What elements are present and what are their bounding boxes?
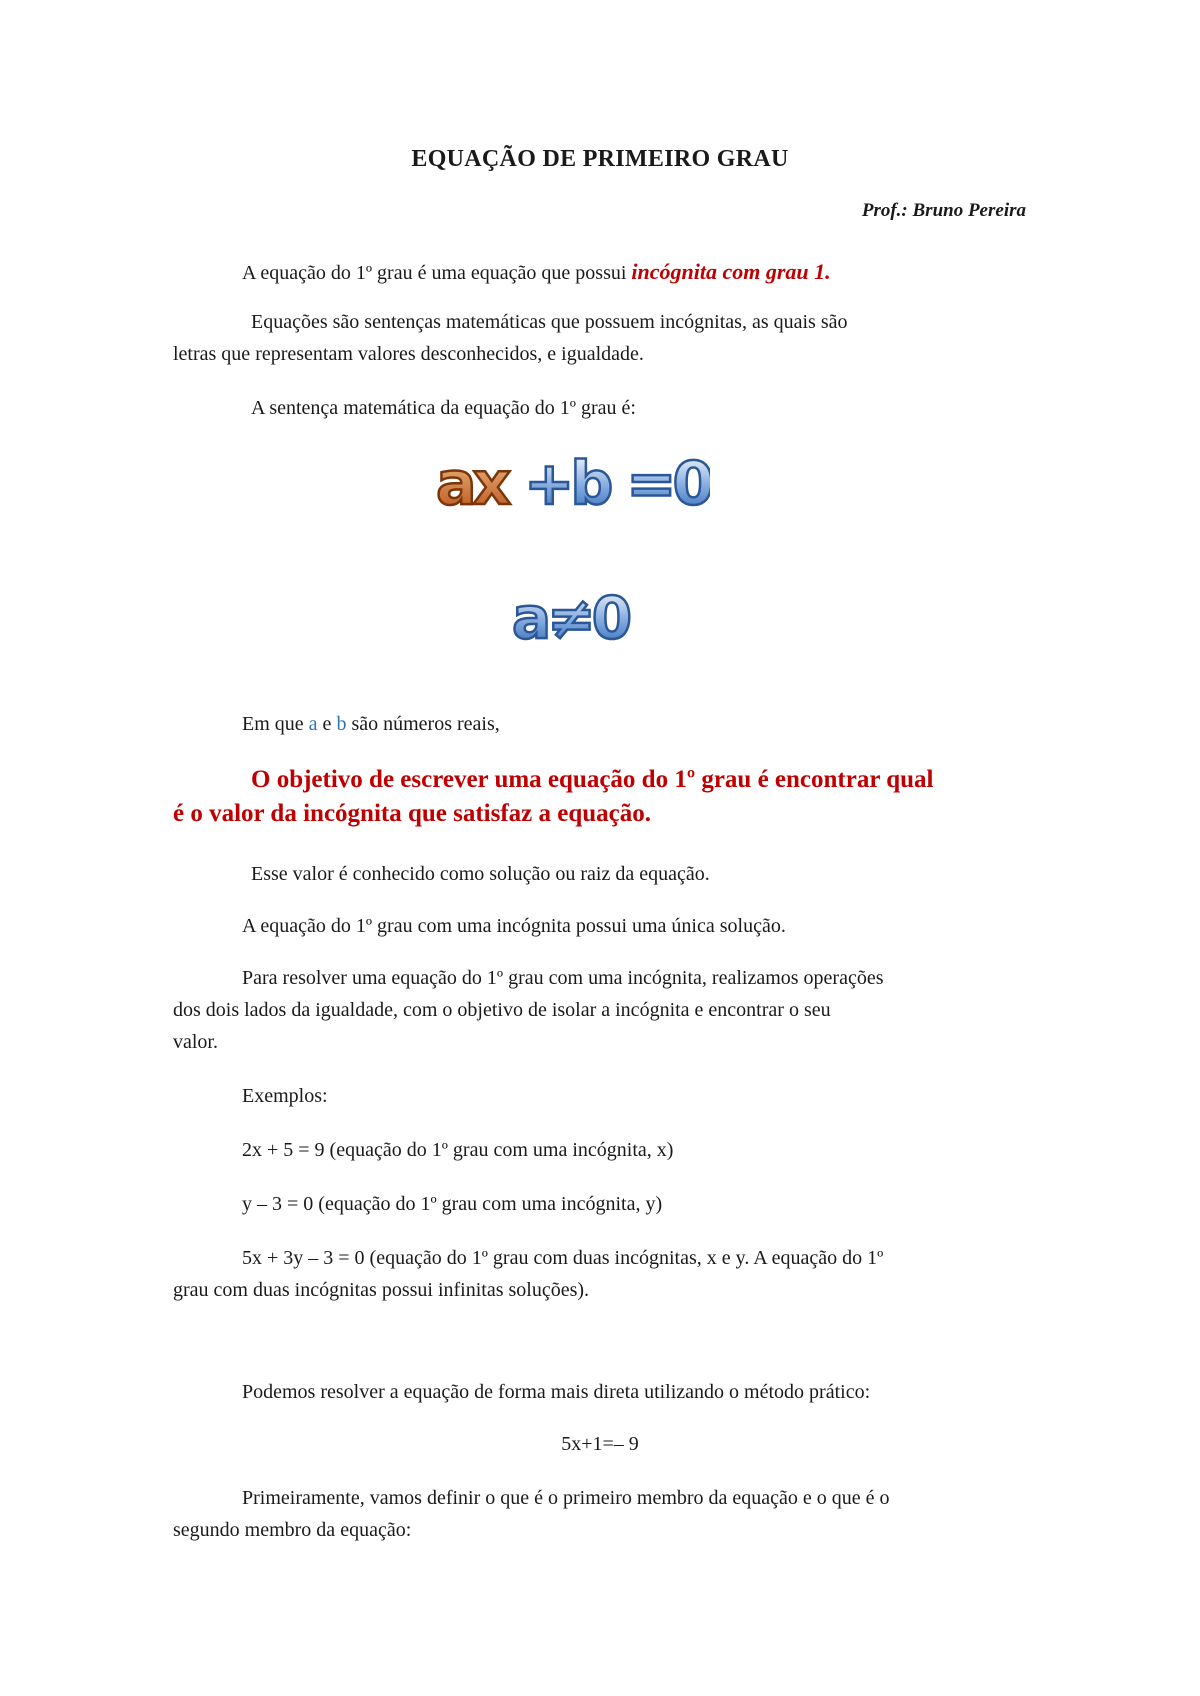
- where-mid: e: [317, 713, 337, 735]
- method-equation: 5x+1=– 9: [561, 1433, 639, 1455]
- formula-ax: ax: [436, 449, 508, 514]
- formula-condition: a≠0: [512, 584, 629, 648]
- resolve-line-1: Para resolver uma equação do 1º grau com uma incógnita, realizamos operações: [242, 967, 884, 989]
- examples-label: Exemplos:: [242, 1085, 328, 1107]
- intro-text: A equação do 1º grau é uma equação que possui: [242, 262, 632, 284]
- page-title: EQUAÇÃO DE PRIMEIRO GRAU: [411, 146, 789, 172]
- variable-a: a: [308, 713, 318, 735]
- where-suffix: são números reais,: [346, 713, 500, 735]
- svg-text:ax +b =0: [436, 449, 710, 514]
- objective-line-1: O objetivo de escrever uma equação do 1º grau é encontrar qual: [251, 766, 934, 793]
- example-3-line-1: 5x + 3y – 3 = 0 (equação do 1º grau com duas incógnitas, x e y. A equação do 1º: [242, 1247, 884, 1269]
- example-2: y – 3 = 0 (equação do 1º grau com uma incógnita, y): [242, 1193, 663, 1215]
- definition-line-2: letras que representam valores desconhecidos, e igualdade.: [173, 343, 644, 365]
- intro-paragraph: [242, 256, 831, 289]
- resolve-line-2: dos dois lados da igualdade, com o objetivo de isolar a incógnita e encontrar o seu: [173, 999, 831, 1021]
- method-text: Podemos resolver a equação de forma mais direta utilizando o método prático:: [242, 1381, 871, 1403]
- members-line-2: segundo membro da equação:: [173, 1519, 412, 1541]
- example-3-line-2: grau com duas incógnitas possui infinitas soluções).: [173, 1279, 590, 1301]
- where-prefix: Em que: [242, 713, 309, 735]
- formula-condition-wordart: [508, 582, 638, 648]
- solution-text: Esse valor é conhecido como solução ou raiz da equação.: [251, 863, 710, 885]
- example-1: 2x + 5 = 9 (equação do 1º grau com uma incógnita, x): [242, 1139, 674, 1161]
- variable-b: b: [336, 713, 347, 735]
- objective-line-2: é o valor da incógnita que satisfaz a equação.: [173, 800, 652, 827]
- members-line-1: Primeiramente, vamos definir o que é o primeiro membro da equação e o que é o: [242, 1487, 890, 1509]
- formula-rest: +b =0: [507, 449, 710, 514]
- formula-main-wordart: [430, 448, 710, 514]
- definition-line-1: Equações são sentenças matemáticas que possuem incógnitas, as quais são: [251, 311, 848, 333]
- unique-solution-text: A equação do 1º grau com uma incógnita possui uma única solução.: [242, 915, 786, 937]
- sentence-intro: A sentença matemática da equação do 1º grau é:: [251, 397, 636, 419]
- intro-highlight: incógnita com grau 1.: [631, 259, 831, 284]
- resolve-line-3: valor.: [173, 1031, 218, 1053]
- where-line: [242, 708, 500, 740]
- author-line: Prof.: Bruno Pereira: [861, 200, 1026, 221]
